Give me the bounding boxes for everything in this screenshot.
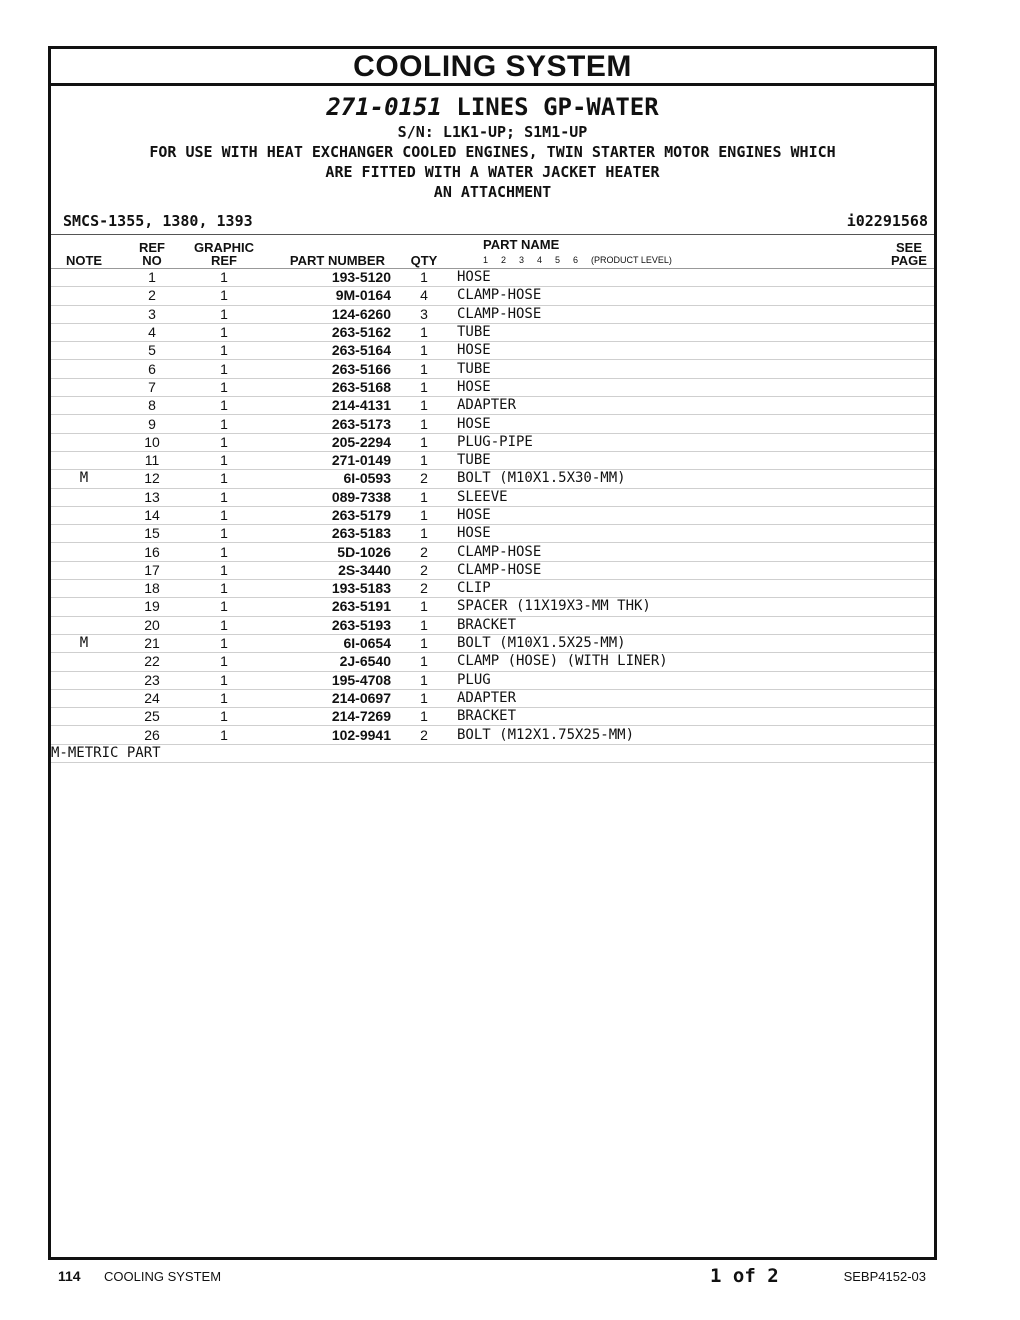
part-name-cell: BOLT (M12X1.75X25-MM): [457, 726, 884, 744]
graphic-ref-cell: 1: [187, 397, 261, 415]
metric-part-footnote: M-METRIC PART: [51, 744, 934, 762]
note-cell: [51, 305, 117, 323]
ref-no-cell: 9: [117, 415, 187, 433]
graphic-ref-cell: 1: [187, 269, 261, 287]
graphic-ref-cell: 1: [187, 634, 261, 652]
qty-cell: 1: [391, 634, 457, 652]
table-row: [51, 378, 934, 396]
qty-cell: 2: [391, 543, 457, 561]
group-part-number: 271-0151: [326, 93, 442, 121]
part-number-cell: 2J-6540: [261, 653, 391, 671]
table-row: [51, 580, 934, 598]
qty-cell: 1: [391, 525, 457, 543]
table-row: [51, 506, 934, 524]
see-page-cell: [884, 598, 934, 616]
part-name-cell: BRACKET: [457, 708, 884, 726]
part-number-cell: 263-5191: [261, 598, 391, 616]
part-name-cell: BOLT (M10X1.5X30-MM): [457, 470, 884, 488]
product-levels: 1 2 3 4 5 6 (PRODUCT LEVEL): [483, 255, 672, 265]
see-page-cell: [884, 451, 934, 469]
note-cell: [51, 561, 117, 579]
ref-no-cell: 8: [117, 397, 187, 415]
table-row: [51, 616, 934, 634]
part-name-cell: CLAMP-HOSE: [457, 287, 884, 305]
graphic-ref-cell: 1: [187, 726, 261, 744]
note-cell: [51, 689, 117, 707]
ref-no-cell: 10: [117, 433, 187, 451]
qty-cell: 1: [391, 653, 457, 671]
ref-no-cell: 15: [117, 525, 187, 543]
table-row: [51, 342, 934, 360]
see-page-cell: [884, 397, 934, 415]
see-page-cell: [884, 653, 934, 671]
note-cell: [51, 488, 117, 506]
col-qty: QTY: [391, 235, 457, 269]
table-row: [51, 689, 934, 707]
group-name: LINES GP-WATER: [456, 93, 659, 121]
part-number-cell: 102-9941: [261, 726, 391, 744]
graphic-ref-cell: 1: [187, 378, 261, 396]
part-name-cell: BOLT (M10X1.5X25-MM): [457, 634, 884, 652]
see-page-cell: [884, 269, 934, 287]
table-row: [51, 543, 934, 561]
part-number-cell: 263-5179: [261, 506, 391, 524]
part-name-cell: TUBE: [457, 451, 884, 469]
part-name-cell: TUBE: [457, 360, 884, 378]
see-page-cell: [884, 360, 934, 378]
smcs-codes: SMCS-1355, 1380, 1393: [63, 212, 253, 230]
document-number: SEBP4152-03: [843, 1269, 926, 1284]
note-cell: [51, 616, 117, 634]
ref-no-cell: 12: [117, 470, 187, 488]
note-cell: [51, 433, 117, 451]
part-name-cell: CLIP: [457, 580, 884, 598]
ref-no-cell: 3: [117, 305, 187, 323]
see-page-cell: [884, 580, 934, 598]
qty-cell: 1: [391, 433, 457, 451]
part-name-cell: HOSE: [457, 525, 884, 543]
table-row: [51, 470, 934, 488]
part-number-cell: 214-4131: [261, 397, 391, 415]
part-number-cell: 6I-0654: [261, 634, 391, 652]
smcs-row: [51, 206, 934, 235]
see-page-cell: [884, 726, 934, 744]
part-name-cell: HOSE: [457, 342, 884, 360]
part-number-cell: 6I-0593: [261, 470, 391, 488]
ref-no-cell: 4: [117, 323, 187, 341]
note-cell: [51, 360, 117, 378]
see-page-cell: [884, 634, 934, 652]
part-number-cell: 9M-0164: [261, 287, 391, 305]
col-part-name: PART NAME 1 2 3 4 5 6 (PRODUCT LEVEL): [457, 235, 884, 269]
table-row: [51, 397, 934, 415]
description-line: ARE FITTED WITH A WATER JACKET HEATER: [325, 163, 660, 181]
part-number-cell: 263-5173: [261, 415, 391, 433]
note-cell: [51, 653, 117, 671]
note-cell: [51, 525, 117, 543]
ref-no-cell: 19: [117, 598, 187, 616]
ref-no-cell: 16: [117, 543, 187, 561]
note-cell: [51, 506, 117, 524]
graphic-ref-cell: 1: [187, 323, 261, 341]
note-cell: [51, 671, 117, 689]
ref-no-cell: 26: [117, 726, 187, 744]
group-header: [51, 86, 934, 202]
table-row: [51, 323, 934, 341]
qty-cell: 1: [391, 397, 457, 415]
graphic-ref-cell: 1: [187, 433, 261, 451]
qty-cell: 1: [391, 378, 457, 396]
part-name-cell: HOSE: [457, 269, 884, 287]
note-cell: [51, 378, 117, 396]
note-cell: [51, 598, 117, 616]
table-row: [51, 525, 934, 543]
part-name-cell: CLAMP-HOSE: [457, 561, 884, 579]
ref-no-cell: 14: [117, 506, 187, 524]
table-row: [51, 708, 934, 726]
part-name-cell: TUBE: [457, 323, 884, 341]
see-page-cell: [884, 342, 934, 360]
note-cell: M: [51, 470, 117, 488]
col-graphic-ref: GRAPHIC REF: [187, 235, 261, 269]
qty-cell: 1: [391, 671, 457, 689]
qty-cell: 1: [391, 269, 457, 287]
graphic-ref-cell: 1: [187, 451, 261, 469]
col-see-page: SEE PAGE: [884, 235, 934, 269]
graphic-ref-cell: 1: [187, 488, 261, 506]
part-number-cell: 124-6260: [261, 305, 391, 323]
qty-cell: 1: [391, 689, 457, 707]
graphic-ref-cell: 1: [187, 671, 261, 689]
note-cell: [51, 269, 117, 287]
ref-no-cell: 2: [117, 287, 187, 305]
see-page-cell: [884, 616, 934, 634]
table-row: [51, 415, 934, 433]
qty-cell: 1: [391, 323, 457, 341]
see-page-cell: [884, 488, 934, 506]
graphic-ref-cell: 1: [187, 360, 261, 378]
ref-no-cell: 5: [117, 342, 187, 360]
part-name-cell: SPACER (11X19X3-MM THK): [457, 598, 884, 616]
see-page-cell: [884, 708, 934, 726]
qty-cell: 1: [391, 598, 457, 616]
parts-page-frame: [48, 46, 937, 1260]
part-number-cell: 205-2294: [261, 433, 391, 451]
qty-cell: 1: [391, 342, 457, 360]
serial-range: S/N: L1K1-UP; S1M1-UP: [397, 123, 588, 141]
ref-no-cell: 21: [117, 634, 187, 652]
part-number-cell: 263-5193: [261, 616, 391, 634]
footnote-row: [51, 744, 934, 762]
see-page-cell: [884, 671, 934, 689]
graphic-ref-cell: 1: [187, 287, 261, 305]
see-page-cell: [884, 561, 934, 579]
note-cell: [51, 726, 117, 744]
description-line: FOR USE WITH HEAT EXCHANGER COOLED ENGINES, TWIN STARTER MOTOR ENGINES WHICH: [149, 143, 836, 161]
part-number-cell: 193-5183: [261, 580, 391, 598]
graphic-ref-cell: 1: [187, 708, 261, 726]
part-name-cell: PLUG-PIPE: [457, 433, 884, 451]
ref-no-cell: 7: [117, 378, 187, 396]
graphic-ref-cell: 1: [187, 543, 261, 561]
group-title: [51, 92, 934, 122]
page-number: 114: [58, 1268, 81, 1284]
graphic-ref-cell: 1: [187, 580, 261, 598]
see-page-cell: [884, 543, 934, 561]
ref-no-cell: 25: [117, 708, 187, 726]
see-page-cell: [884, 525, 934, 543]
parts-table: [51, 235, 934, 763]
qty-cell: 2: [391, 580, 457, 598]
ref-no-cell: 24: [117, 689, 187, 707]
see-page-cell: [884, 378, 934, 396]
ref-no-cell: 18: [117, 580, 187, 598]
graphic-ref-cell: 1: [187, 470, 261, 488]
part-number-cell: 263-5164: [261, 342, 391, 360]
part-number-cell: 263-5166: [261, 360, 391, 378]
footer-section: COOLING SYSTEM: [104, 1269, 222, 1284]
col-part-number: PART NUMBER: [261, 235, 391, 269]
illustration-id: i02291568: [846, 212, 928, 230]
part-number-cell: 2S-3440: [261, 561, 391, 579]
part-name-cell: HOSE: [457, 415, 884, 433]
part-number-cell: 214-0697: [261, 689, 391, 707]
part-number-cell: 195-4708: [261, 671, 391, 689]
part-number-cell: 5D-1026: [261, 543, 391, 561]
ref-no-cell: 17: [117, 561, 187, 579]
table-row: [51, 451, 934, 469]
qty-cell: 1: [391, 415, 457, 433]
qty-cell: 1: [391, 488, 457, 506]
qty-cell: 4: [391, 287, 457, 305]
graphic-ref-cell: 1: [187, 653, 261, 671]
qty-cell: 1: [391, 451, 457, 469]
qty-cell: 2: [391, 561, 457, 579]
note-cell: [51, 580, 117, 598]
table-row: [51, 598, 934, 616]
part-number-cell: 263-5168: [261, 378, 391, 396]
part-name-cell: SLEEVE: [457, 488, 884, 506]
table-row: [51, 634, 934, 652]
note-cell: [51, 287, 117, 305]
ref-no-cell: 20: [117, 616, 187, 634]
part-number-cell: 214-7269: [261, 708, 391, 726]
qty-cell: 1: [391, 708, 457, 726]
qty-cell: 1: [391, 360, 457, 378]
note-cell: [51, 543, 117, 561]
parts-table-body: [51, 269, 934, 763]
part-name-cell: CLAMP (HOSE) (WITH LINER): [457, 653, 884, 671]
section-title: COOLING SYSTEM: [51, 49, 934, 86]
see-page-cell: [884, 470, 934, 488]
table-row: [51, 726, 934, 744]
graphic-ref-cell: 1: [187, 305, 261, 323]
table-row: [51, 287, 934, 305]
table-row: [51, 653, 934, 671]
ref-no-cell: 6: [117, 360, 187, 378]
see-page-cell: [884, 433, 934, 451]
qty-cell: 2: [391, 470, 457, 488]
note-cell: [51, 451, 117, 469]
part-number-cell: 263-5162: [261, 323, 391, 341]
note-cell: [51, 708, 117, 726]
note-cell: [51, 415, 117, 433]
graphic-ref-cell: 1: [187, 689, 261, 707]
qty-cell: 3: [391, 305, 457, 323]
ref-no-cell: 11: [117, 451, 187, 469]
part-name-cell: ADAPTER: [457, 689, 884, 707]
note-cell: [51, 397, 117, 415]
ref-no-cell: 22: [117, 653, 187, 671]
part-name-cell: PLUG: [457, 671, 884, 689]
table-row: [51, 269, 934, 287]
part-number-cell: 193-5120: [261, 269, 391, 287]
note-cell: M: [51, 634, 117, 652]
note-cell: [51, 342, 117, 360]
qty-cell: 1: [391, 616, 457, 634]
graphic-ref-cell: 1: [187, 616, 261, 634]
part-number-cell: 271-0149: [261, 451, 391, 469]
part-number-cell: 263-5183: [261, 525, 391, 543]
page-of: 1 of 2: [710, 1265, 779, 1287]
part-name-cell: BRACKET: [457, 616, 884, 634]
col-ref-no: REF NO: [117, 235, 187, 269]
page-footer: [58, 1265, 928, 1289]
ref-no-cell: 1: [117, 269, 187, 287]
graphic-ref-cell: 1: [187, 342, 261, 360]
table-row: [51, 305, 934, 323]
see-page-cell: [884, 323, 934, 341]
table-row: [51, 488, 934, 506]
ref-no-cell: 23: [117, 671, 187, 689]
see-page-cell: [884, 506, 934, 524]
col-note: NOTE: [51, 235, 117, 269]
see-page-cell: [884, 415, 934, 433]
graphic-ref-cell: 1: [187, 525, 261, 543]
part-number-cell: 089-7338: [261, 488, 391, 506]
part-name-cell: ADAPTER: [457, 397, 884, 415]
table-row: [51, 433, 934, 451]
part-name-cell: CLAMP-HOSE: [457, 305, 884, 323]
note-cell: [51, 323, 117, 341]
ref-no-cell: 13: [117, 488, 187, 506]
see-page-cell: [884, 689, 934, 707]
part-name-cell: CLAMP-HOSE: [457, 543, 884, 561]
graphic-ref-cell: 1: [187, 506, 261, 524]
description-line: AN ATTACHMENT: [433, 183, 552, 201]
see-page-cell: [884, 287, 934, 305]
graphic-ref-cell: 1: [187, 598, 261, 616]
see-page-cell: [884, 305, 934, 323]
table-row: [51, 671, 934, 689]
table-row: [51, 561, 934, 579]
qty-cell: 2: [391, 726, 457, 744]
qty-cell: 1: [391, 506, 457, 524]
part-name-cell: HOSE: [457, 506, 884, 524]
part-name-cell: HOSE: [457, 378, 884, 396]
table-header-row: [51, 235, 934, 269]
graphic-ref-cell: 1: [187, 561, 261, 579]
table-row: [51, 360, 934, 378]
graphic-ref-cell: 1: [187, 415, 261, 433]
